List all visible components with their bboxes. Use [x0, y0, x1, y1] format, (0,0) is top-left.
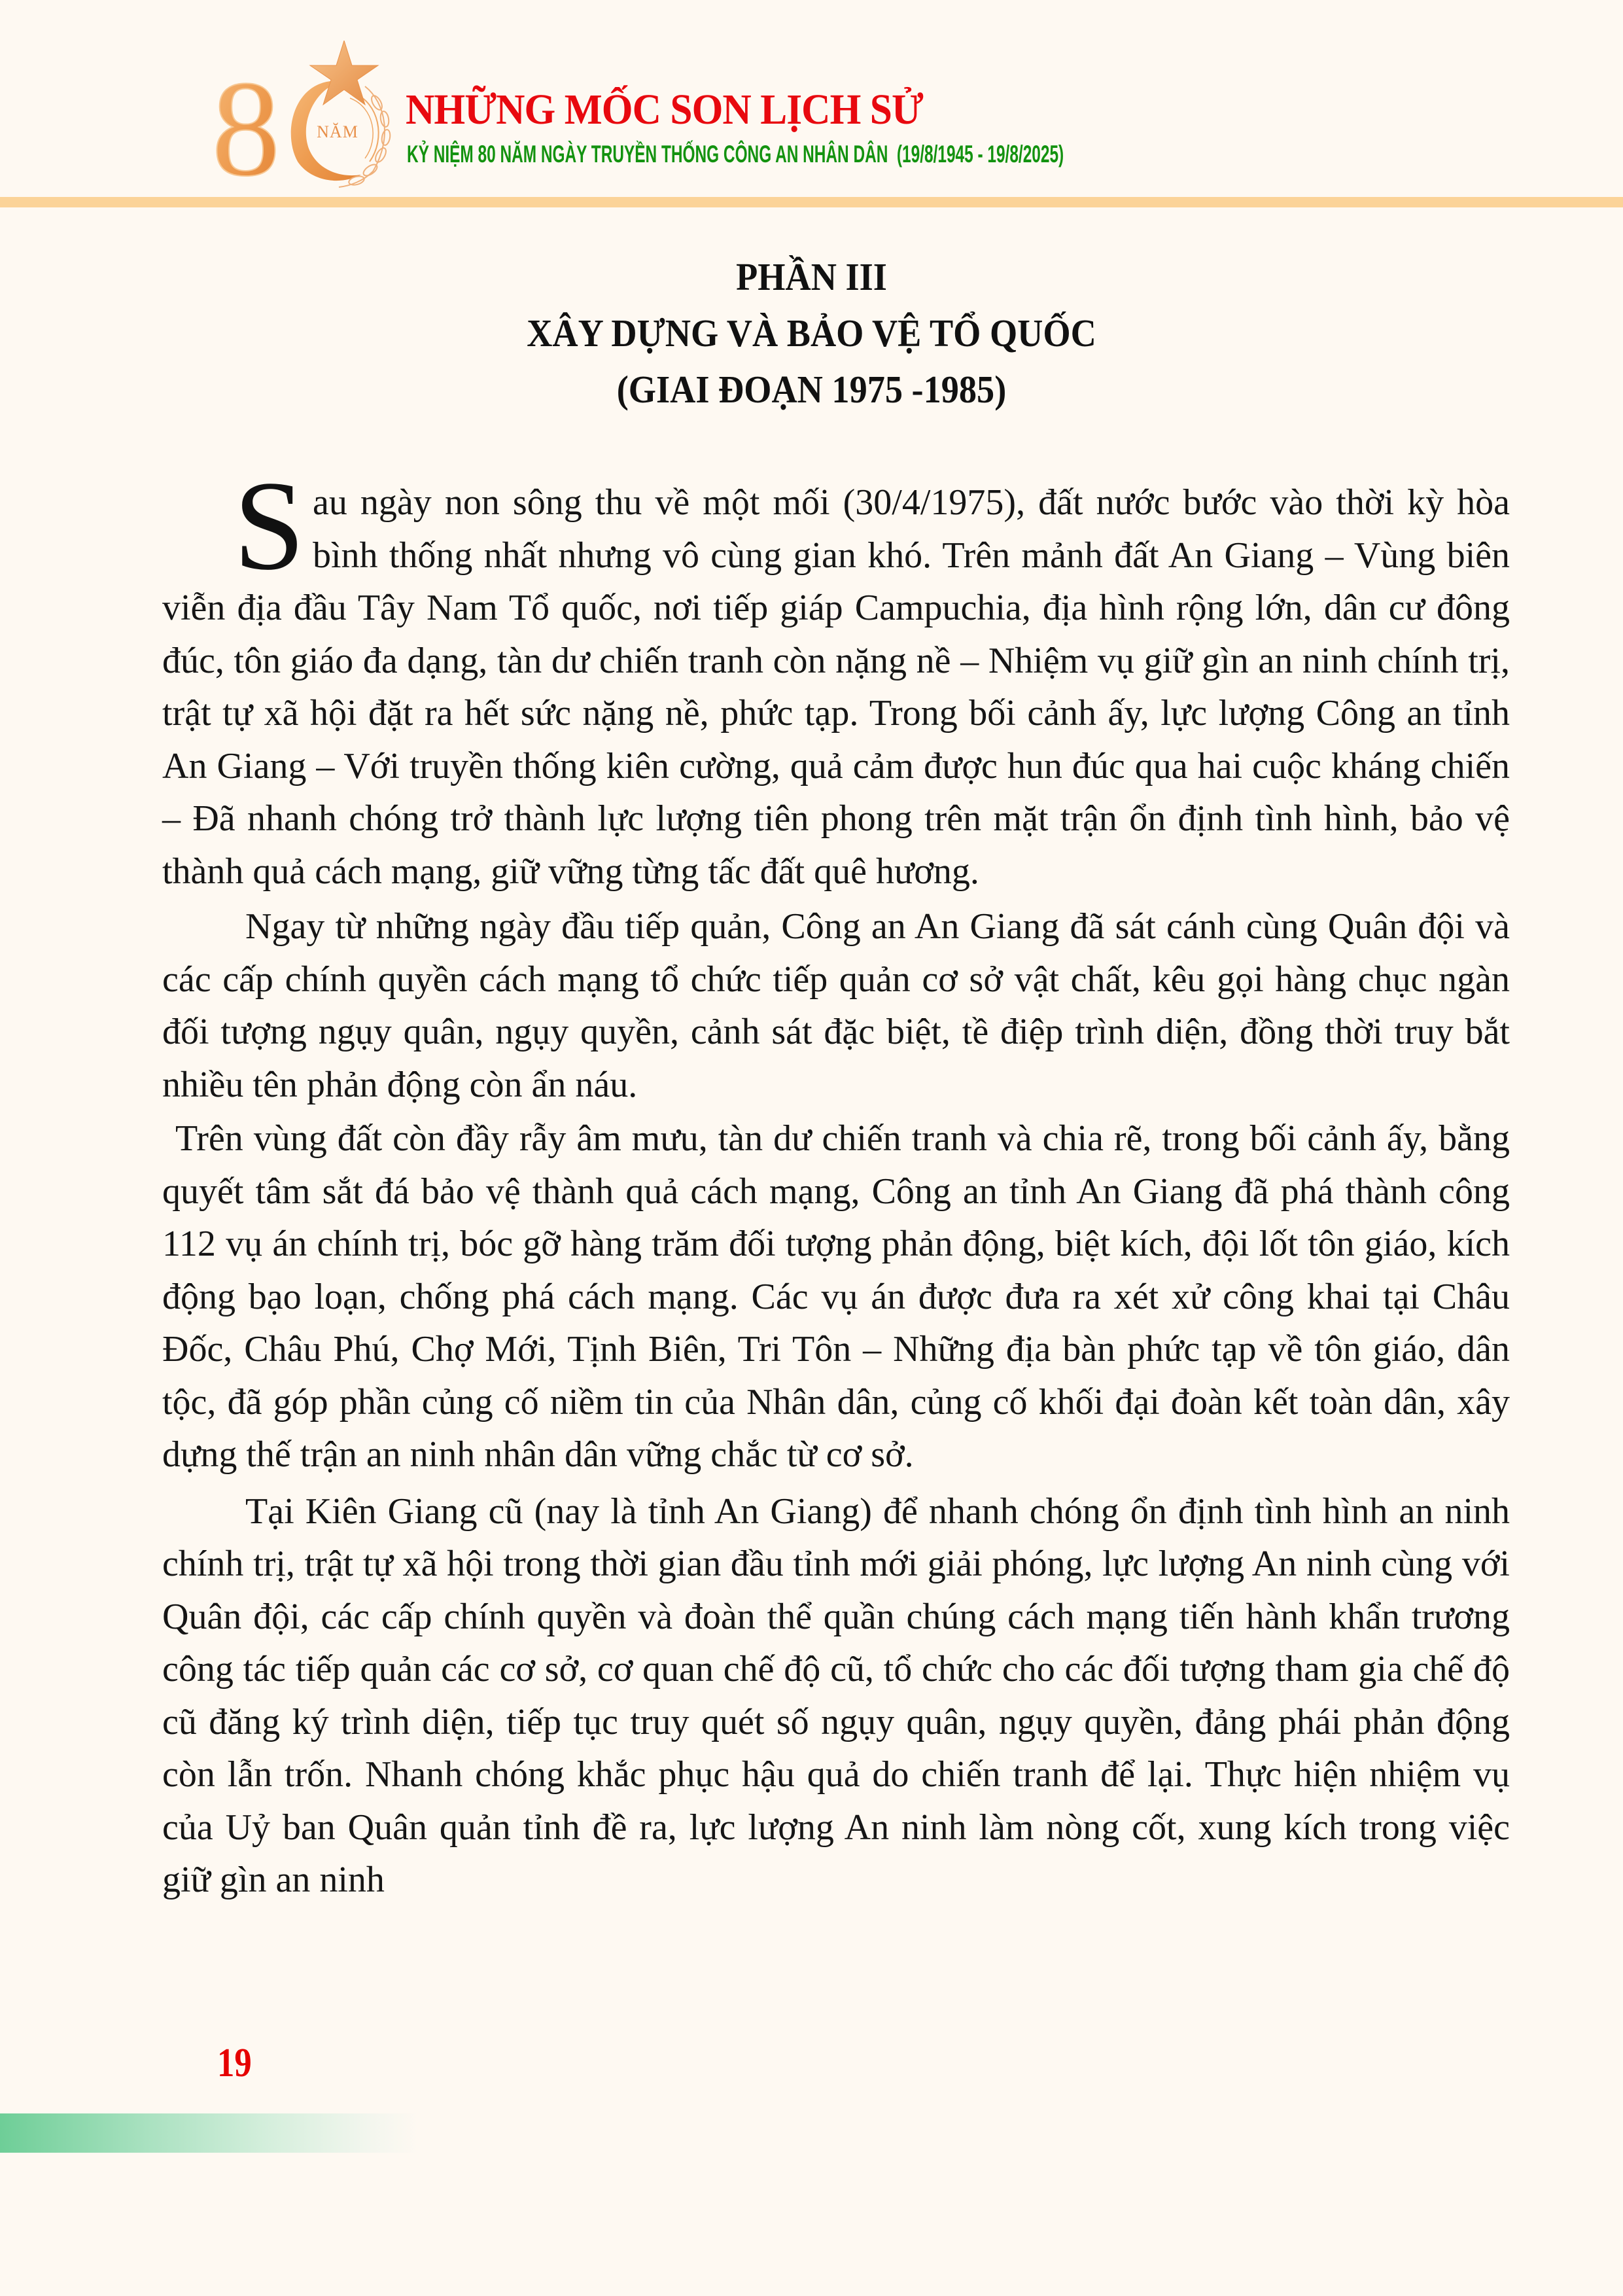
80-years-emblem-icon	[190, 41, 406, 191]
section-heading	[0, 249, 1623, 417]
drop-cap: S	[233, 455, 305, 597]
logo-numeral-8: 8	[211, 53, 281, 191]
section-title: XÂY DỰNG VÀ BẢO VỆ TỔ QUỐC	[527, 311, 1096, 355]
header-divider-band	[0, 197, 1623, 207]
page-number: 19	[217, 2041, 252, 2085]
paragraph-2: Ngay từ những ngày đầu tiếp quản, Công an An Giang đã sát cánh cùng Quân đội và các cấp chính quyền cách mạng tổ chức tiếp quản cơ sở vật chất, kêu gọi hàng chục ngàn đối tượng ngụy quân, ngụy quyền, cảnh sát đặc biệt, tề điệp trình diện, đồng thời truy bắt nhiều tên phản động còn ẩn náu.	[162, 906, 1510, 1105]
publication-title: NHỮNG MỐC SON LỊCH SỬ	[406, 86, 923, 133]
paragraph-3: Trên vùng đất còn đầy rẫy âm mưu, tàn dư chiến tranh và chia rẽ, trong bối cảnh ấy, bằng quyết tâm sắt đá bảo vệ thành quả cách mạng, Công an tỉnh An Giang đã phá thành công 112 vụ án chính trị, bóc gỡ hàng trăm đối tượng phản động, biệt kích, đội lốt tôn giáo, kích động bạo loạn, chống phá cách mạng. Các vụ án được đưa ra xét xử công khai tại Châu Đốc, Châu Phú, Chợ Mới, Tịnh Biên, Tri Tôn – Những địa bàn phức tạp về tôn giáo, dân tộc, đã góp phần củng cố niềm tin của Nhân dân, củng cố khối đại đoàn kết toàn dân, xây dựng thế trận an ninh nhân dân vững chắc từ cơ sở.	[162, 1118, 1510, 1475]
star-icon	[310, 41, 378, 105]
section-period: (GIAI ĐOẠN 1975 -1985)	[616, 368, 1007, 411]
footer-gradient-bar	[0, 2113, 419, 2153]
anniversary-logo	[190, 41, 406, 191]
drop-cap-container	[162, 455, 313, 597]
paragraph-1	[162, 455, 1510, 898]
page-header	[0, 0, 1623, 196]
section-part-label: PHẦN III	[736, 255, 887, 298]
logo-ring-text: NĂM	[317, 122, 358, 141]
publication-subtitle: KỶ NIỆM 80 NĂM NGÀY TRUYỀN THỐNG CÔNG AN NHÂN DÂN (19/8/1945 - 19/8/2025)	[407, 141, 1064, 168]
paragraph-1-text: au ngày non sông thu về một mối (30/4/1975), đất nước bước vào thời kỳ hòa bình thống nhất nhưng vô cùng gian khó. Trên mảnh đất An Giang – Vùng biên viễn địa đầu Tây Nam Tổ quốc, nơi tiếp giáp Campuchia, địa hình rộng lớn, dân cư đông đúc, tôn giáo đa dạng, tàn dư chiến tranh còn nặng nề – Nhiệm vụ giữ gìn an ninh chính trị, trật tự xã hội đặt ra hết sức nặng nề, phức tạp. Trong bối cảnh ấy, lực lượng Công an tỉnh An Giang – Với truyền thống kiên cường, quả cảm được hun đúc qua hai cuộc kháng chiến – Đã nhanh chóng trở thành lực lượng tiên phong trên mặt trận ổn định tình hình, bảo vệ thành quả cách mạng, giữ vững từng tấc đất quê hương.	[162, 482, 1510, 892]
article-body	[162, 455, 1510, 1907]
paragraph-4: Tại Kiên Giang cũ (nay là tỉnh An Giang) để nhanh chóng ổn định tình hình an ninh chính trị, trật tự xã hội trong thời gian đầu tỉnh mới giải phóng, lực lượng An ninh cùng với Quân đội, các cấp chính quyền và đoàn thể quần chúng cách mạng tiến hành khẩn trương công tác tiếp quản các cơ sở, cơ quan chế độ cũ, tổ chức cho các đối tượng tham gia chế độ cũ đăng ký trình diện, tiếp tục truy quét số ngụy quân, ngụy quyền, đảng phái phản động còn lẫn trốn. Nhanh chóng khắc phục hậu quả do chiến tranh để lại. Thực hiện nhiệm vụ của Uỷ ban Quân quản tỉnh đề ra, lực lượng An ninh làm nòng cốt, xung kích trong việc giữ gìn an ninh	[162, 1491, 1510, 1900]
